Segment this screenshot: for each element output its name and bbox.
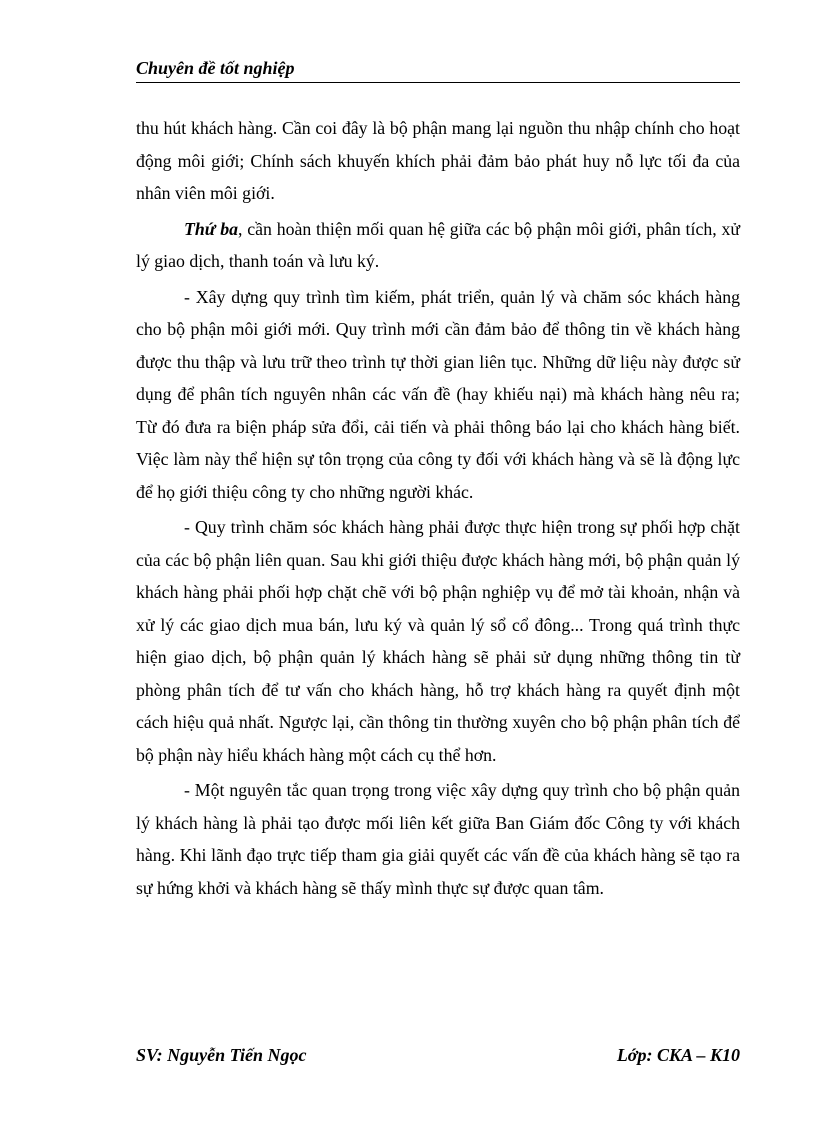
- paragraph-2: [136, 213, 740, 278]
- header-title: Chuyên đề tốt nghiệp: [136, 58, 295, 78]
- footer-class: Lớp: CKA – K10: [616, 1045, 740, 1065]
- paragraph-2-lead: Thứ ba: [184, 218, 238, 239]
- paragraph-2-text: , cần hoàn thiện mối quan hệ giữa các bộ phận môi giới, phân tích, xử lý giao dịch, thanh toán và lưu ký.: [136, 218, 740, 271]
- paragraph-1: thu hút khách hàng. Cần coi đây là bộ phận mang lại nguồn thu nhập chính cho hoạt động môi giới; Chính sách khuyến khích phải đảm bảo phát huy nỗ lực tối đa của nhân viên môi giới.: [136, 118, 740, 203]
- page-footer: [136, 1045, 740, 1069]
- document-body: [136, 112, 740, 907]
- paragraph-3: - Xây dựng quy trình tìm kiếm, phát triển, quản lý và chăm sóc khách hàng cho bộ phận môi giới mới. Quy trình mới cần đảm bảo để thông tin về khách hàng được thu thập và lưu trữ theo trình tự thời gian liên tục. Những dữ liệu này được sử dụng để phân tích nguyên nhân các vấn đề (hay khiếu nại) mà khách hàng nêu ra; Từ đó đưa ra biện pháp sửa đổi, cải tiến và phải thông báo lại cho khách hàng biết. Việc làm này thể hiện sự tôn trọng của công ty đối với khách hàng và sẽ là động lực để họ giới thiệu công ty cho những người khác.: [136, 286, 740, 502]
- paragraph-4: - Quy trình chăm sóc khách hàng phải được thực hiện trong sự phối hợp chặt của các bộ phận liên quan. Sau khi giới thiệu được khách hàng mới, bộ phận quản lý khách hàng phải phối hợp chặt chẽ với bộ phận nghiệp vụ để mở tài khoản, nhận và xử lý các giao dịch mua bán, lưu ký và quản lý sổ cổ đông... Trong quá trình thực hiện giao dịch, bộ phận quản lý khách hàng sẽ phải sử dụng những thông tin từ phòng phân tích để tư vấn cho khách hàng, hỗ trợ khách hàng ra quyết định một cách hiệu quả nhất. Ngược lại, cần thông tin thường xuyên cho bộ phận phân tích để bộ phận này hiểu khách hàng một cách cụ thể hơn.: [136, 517, 740, 765]
- footer-student: SV: Nguyễn Tiến Ngọc: [136, 1045, 307, 1065]
- page-header: [136, 56, 740, 83]
- paragraph-5: - Một nguyên tắc quan trọng trong việc xây dựng quy trình cho bộ phận quản lý khách hàng là phải tạo được mối liên kết giữa Ban Giám đốc Công ty với khách hàng. Khi lãnh đạo trực tiếp tham gia giải quyết các vấn đề của khách hàng sẽ tạo ra sự hứng khởi và khách hàng sẽ thấy mình thực sự được quan tâm.: [136, 780, 740, 898]
